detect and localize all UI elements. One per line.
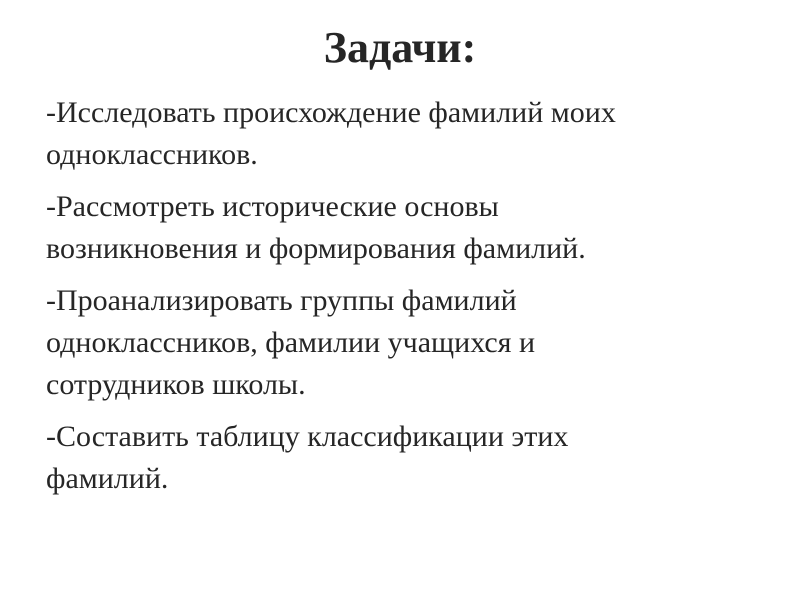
task-item-1	[46, 92, 766, 176]
task-line: -Исследовать происхождение фамилий моих	[46, 96, 616, 129]
task-item-2	[46, 186, 766, 270]
task-item-3	[46, 280, 766, 406]
slide-title: Задачи:	[323, 23, 477, 72]
task-line: -Рассмотреть исторические основы	[46, 190, 499, 223]
task-line: фамилий.	[46, 462, 169, 495]
task-line: возникновения и формирования фамилий.	[46, 232, 586, 265]
task-line: одноклассников.	[46, 138, 258, 171]
task-item-4	[46, 416, 766, 500]
task-line: одноклассников, фамилии учащихся и	[46, 326, 536, 359]
task-line: -Составить таблицу классификации этих	[46, 420, 569, 453]
task-line: -Проанализировать группы фамилий	[46, 284, 517, 317]
task-line: сотрудников школы.	[46, 368, 306, 401]
task-list	[46, 92, 766, 510]
